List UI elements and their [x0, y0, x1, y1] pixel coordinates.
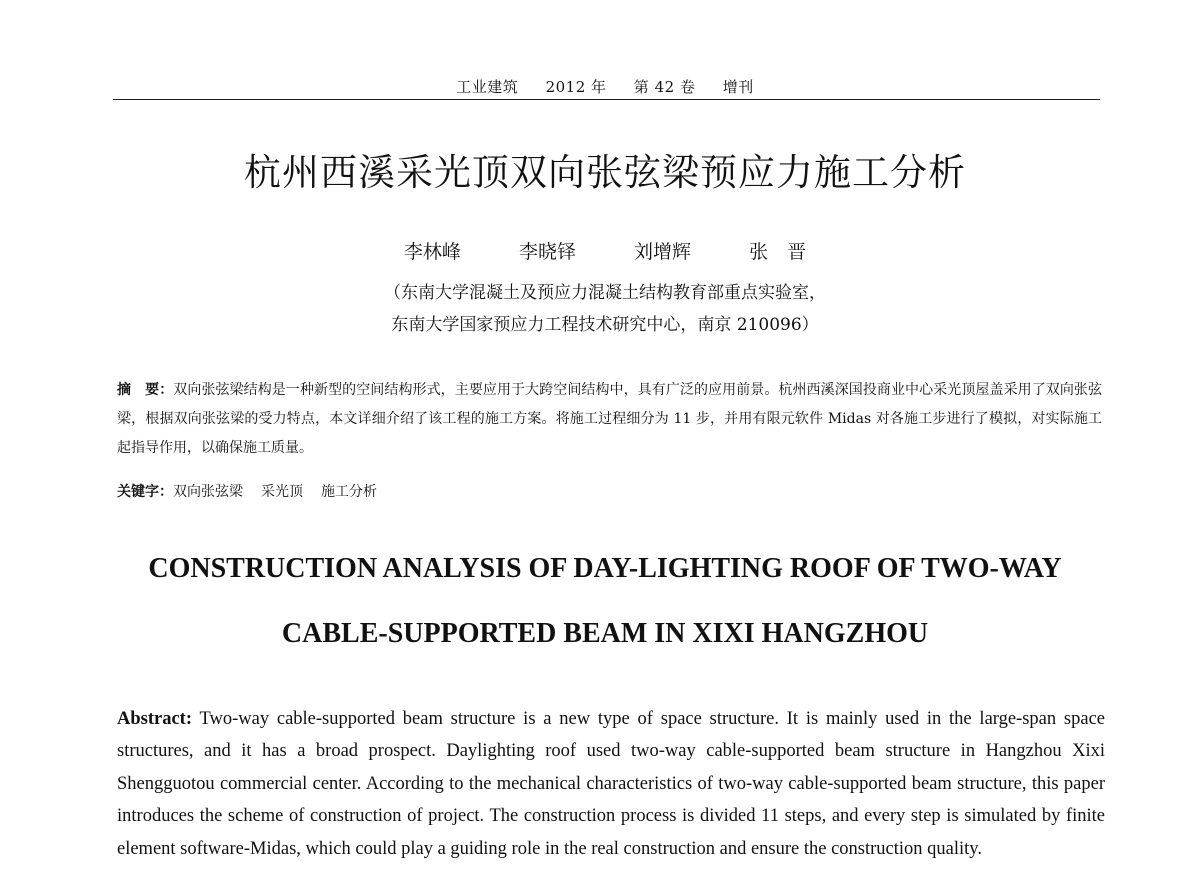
abstract-en-label: Abstract:: [117, 709, 193, 729]
keywords-zh-label: 关键字：: [117, 484, 173, 500]
keyword: 双向张弦梁: [173, 484, 243, 500]
paper-title-en-line-2: CABLE-SUPPORTED BEAM IN XIXI HANGZHOU: [281, 618, 929, 649]
abstract-en: [117, 703, 1105, 865]
author: 李林峰: [403, 241, 461, 263]
journal-issue: 增刊: [722, 78, 754, 96]
running-header: [0, 76, 1200, 97]
journal-name: 工业建筑: [456, 78, 519, 96]
author: 李晓铎: [518, 241, 576, 263]
author: 张 晋: [749, 241, 807, 263]
journal-volume: 第 42 卷: [633, 78, 696, 96]
keywords-zh: [117, 478, 377, 507]
author: 刘增辉: [634, 241, 692, 263]
author-list: [0, 241, 1200, 264]
keyword: 采光顶: [261, 484, 303, 500]
header-rule: [113, 99, 1100, 100]
abstract-zh-label: 摘 要：: [117, 382, 174, 398]
abstract-zh: [117, 376, 1102, 463]
affiliation-line-2: 东南大学国家预应力工程技术研究中心，南京 210096）: [391, 315, 819, 335]
affiliation-line-1: （东南大学混凝土及预应力混凝土结构教育部重点实验室，: [384, 283, 826, 303]
paper-title-en-line-1: CONSTRUCTION ANALYSIS OF DAY-LIGHTING ROOF OF TWO-WAY: [148, 553, 1062, 584]
paper-title-zh: 杭州西溪采光顶双向张弦梁预应力施工分析: [244, 151, 966, 194]
abstract-en-text: Two-way cable-supported beam structure is a new type of space structure. It is mainly used in the large-span space structures, and it has a broad prospect. Daylighting roof used two-way cable-supported beam structure in Hangzhou Xixi Shengguotou commercial center. According to the mechanical characteristics of two-way cable-supported beam structure, this paper introduces the scheme of construction of project. The construction process is divided 11 steps, and every step is simulated by finite element software-Midas, which could play a guiding role in the real construction and ensure the construction quality.: [117, 709, 1106, 859]
abstract-zh-text: 双向张弦梁结构是一种新型的空间结构形式，主要应用于大跨空间结构中，具有广泛的应用前景。杭州西溪深国投商业中心采光顶屋盖采用了双向张弦梁，根据双向张弦梁的受力特点，本文详细介绍了该工程的施工方案。将施工过程细分为 11 步，并用有限元软件 Midas 对各施工步进行了模拟，对实际施工起指导作用，以确保施工质量。: [117, 382, 1103, 456]
keyword: 施工分析: [321, 484, 377, 500]
journal-year: 2012 年: [545, 78, 607, 96]
